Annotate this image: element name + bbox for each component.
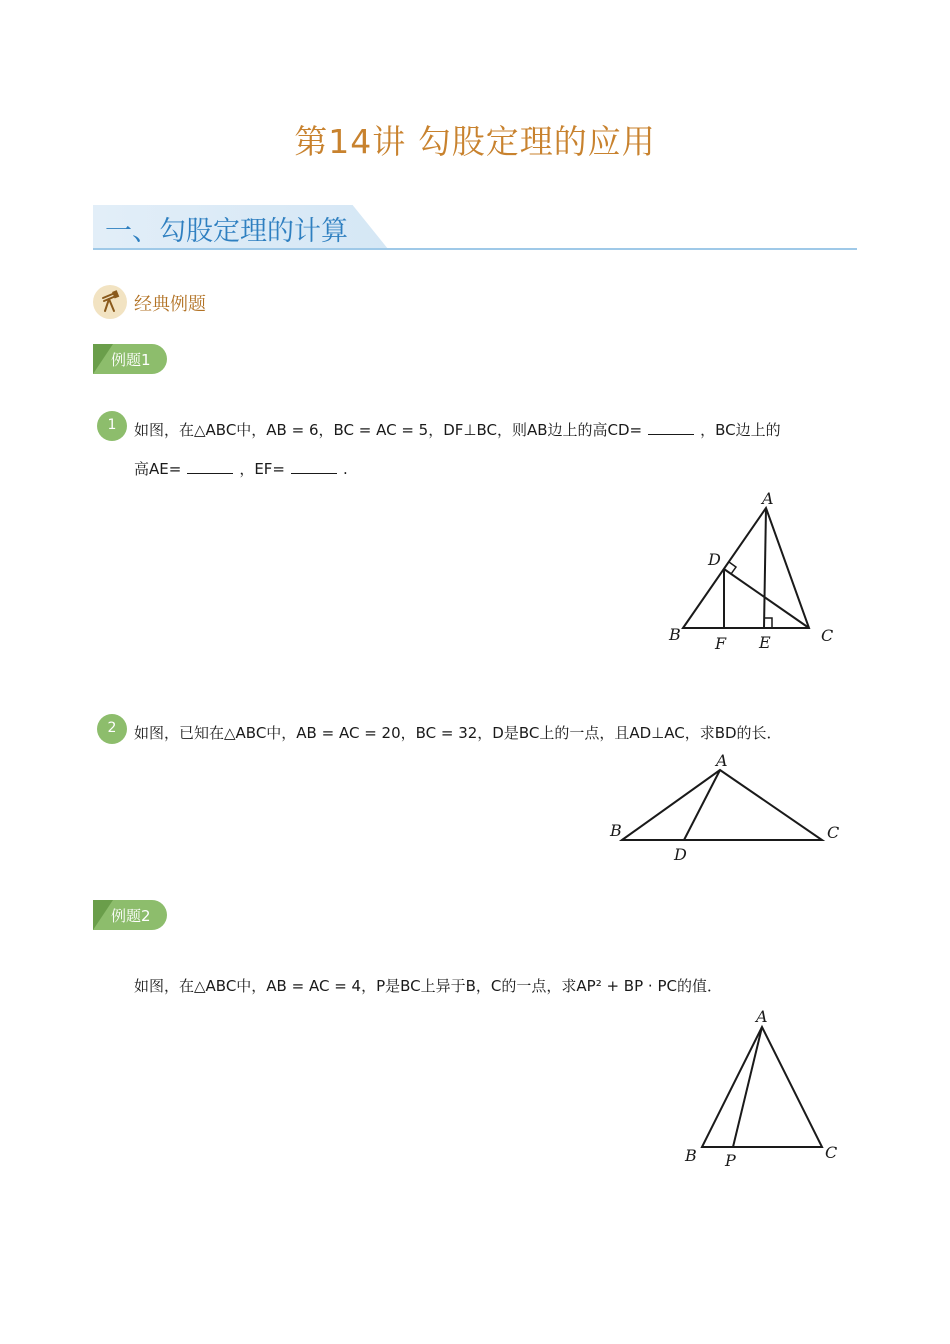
figure-2-triangle	[600, 748, 850, 868]
triangle-abc	[683, 508, 809, 628]
example-2-question-text: 如图，在△ABC中，AB = AC = 4，P是BC上异于B，C的一点，求AP² + BP · PC的值．	[134, 977, 722, 995]
altitude-ae	[764, 508, 766, 628]
label-b: B	[685, 1146, 697, 1165]
label-b: B	[669, 625, 681, 644]
right-angle-mark-e	[764, 618, 772, 628]
figure-3-triangle	[676, 1003, 846, 1175]
segment-ad	[684, 770, 720, 840]
label-b: B	[610, 821, 622, 840]
question-1-ef-label: ，EF=	[239, 460, 285, 478]
question-1-line1	[134, 420, 781, 440]
question-1-line2	[134, 459, 348, 479]
label-a: A	[716, 751, 728, 770]
label-f: F	[715, 634, 727, 653]
triangle-abc	[622, 770, 822, 840]
label-a: A	[756, 1007, 768, 1026]
example-2-tag-label: 例题2	[111, 907, 151, 925]
answer-blank-ef[interactable]	[291, 459, 337, 474]
segment-ap	[733, 1027, 762, 1147]
page-title: 第14讲 勾股定理的应用	[294, 122, 656, 161]
example-1-tag-label: 例题1	[111, 351, 151, 369]
altitude-cd	[724, 569, 809, 628]
answer-blank-cd[interactable]	[648, 420, 694, 435]
classic-examples-text: 经典例题	[134, 294, 206, 315]
question-1-text: 如图，在△ABC中，AB = 6，BC = AC = 5，DF⊥BC，则AB边上的高CD=	[134, 421, 643, 439]
question-1-ae-label: 高AE=	[134, 460, 182, 478]
label-c: C	[827, 823, 840, 842]
label-d: D	[708, 550, 721, 569]
question-2-text: 如图，已知在△ABC中，AB = AC = 20，BC = 32，D是BC上的一点，且AD⊥AC，求BD的长．	[134, 724, 782, 742]
example-1-tag	[93, 344, 173, 374]
question-2-number: 2	[97, 714, 127, 744]
label-c: C	[825, 1143, 838, 1162]
label-d: D	[674, 845, 687, 864]
label-p: P	[725, 1151, 736, 1170]
telescope-icon	[93, 285, 127, 319]
question-1-end: .	[343, 460, 348, 478]
label-c: C	[821, 626, 834, 645]
section-header	[93, 205, 857, 251]
figure-1-triangle	[660, 486, 850, 656]
triangle-abc	[702, 1027, 822, 1147]
section-underline	[93, 248, 857, 250]
label-e: E	[759, 633, 771, 652]
example-2-tag	[93, 900, 173, 930]
label-a: A	[762, 489, 774, 508]
question-1-number: 1	[97, 411, 127, 441]
question-1-text-tail: ，BC边上的	[700, 421, 781, 439]
answer-blank-ae[interactable]	[187, 459, 233, 474]
section-heading: 一、勾股定理的计算	[105, 216, 348, 247]
